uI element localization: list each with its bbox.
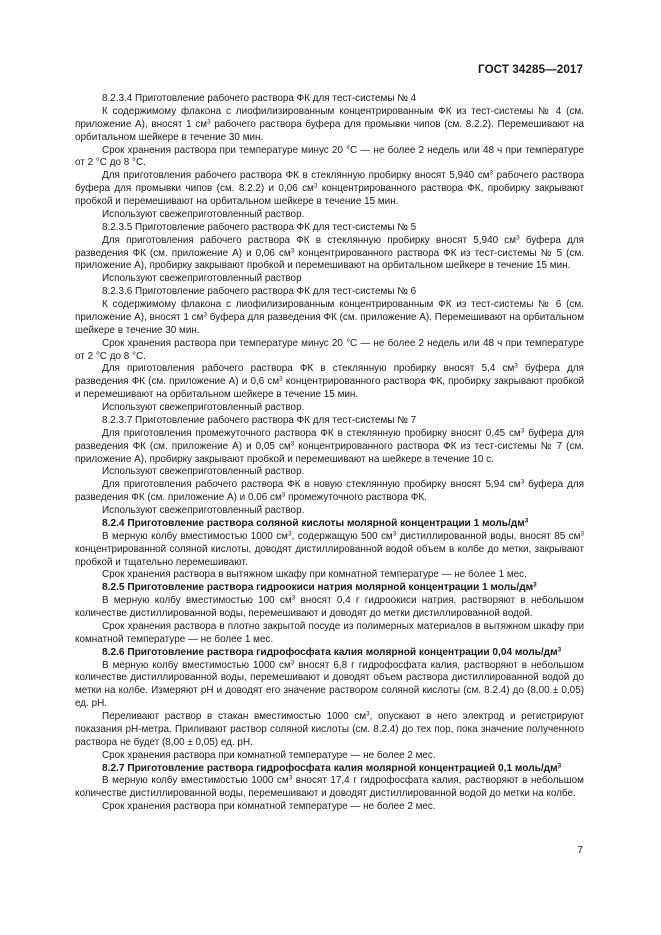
text-run: Срок хранения раствора при комнатной температуре — не более 2 мес. [102, 749, 436, 761]
superscript: 3 [203, 311, 208, 319]
text-run: Срок хранения раствора при комнатной температуре — не более 2 мес. [102, 801, 436, 813]
paragraph [75, 569, 584, 582]
text-run: концентрированного раствора ФК из тест-системы № 5 (см. приложение А), пробирку закрывают пробкой и перемешивают на орбитальном шейкере в течение 15 мин. [75, 247, 585, 272]
superscript: 3 [207, 118, 211, 126]
text-run: Срок хранения раствора в плотно закрытой посуде из полимерных материалов в вытяжном шкафу при комнатной температуре — не более 1 мес. [75, 620, 584, 645]
superscript: 3 [290, 659, 295, 667]
paragraph [75, 711, 584, 750]
superscript: 3 [290, 440, 295, 448]
text-run: Переливают раствор в стакан вместимостью 1000 см [102, 711, 367, 722]
section-heading [75, 763, 584, 776]
paragraph [75, 286, 584, 299]
superscript: 3 [281, 491, 286, 499]
superscript: 3 [290, 247, 295, 255]
paragraph [75, 595, 584, 621]
superscript: 3 [279, 375, 283, 383]
superscript: 3 [520, 478, 525, 486]
superscript: 3 [366, 710, 370, 718]
text-run: буфера для разведения ФК (см. приложение А) и 0,06 см [75, 234, 584, 259]
text-run: 8.2.4 Приготовление раствора соляной кислоты молярной концентрации 1 моль/дм [102, 517, 525, 529]
section-heading [75, 582, 584, 595]
paragraph [75, 235, 584, 274]
superscript: 3 [392, 530, 397, 538]
superscript: 3 [313, 182, 318, 190]
text-run: 8.2.3.7 Приготовление рабочего раствора ФК для тест-системы № 7 [102, 414, 417, 426]
paragraph [75, 801, 584, 814]
text-run: 8.2.3.6 Приготовление рабочего раствора ФК для тест-системы № 6 [102, 286, 417, 298]
superscript: 3 [489, 169, 494, 177]
superscript: 3 [524, 517, 529, 525]
superscript: 3 [291, 594, 296, 602]
paragraph [75, 428, 584, 467]
paragraph [75, 621, 584, 647]
superscript: 3 [514, 362, 518, 370]
text-run: концентрированной соляной кислоты, доводят дистиллированной водой объем в колбе до метки, закрывают пробкой и тщательно перемешивают. [75, 543, 584, 568]
superscript: 3 [520, 427, 525, 435]
superscript: 3 [557, 646, 562, 654]
paragraph [75, 299, 584, 338]
section-heading [75, 647, 584, 660]
text-run: Для приготовления рабочего раствора ФК в стеклянную пробирку вносят 5,940 см [102, 234, 517, 246]
paragraph [75, 531, 584, 570]
text-run: К содержимому флакона с лиофилизированным концентрированным ФК из тест-системы № 6 (см. приложение А), вносят 1 см [75, 299, 584, 323]
superscript: 3 [516, 234, 520, 242]
text-run: 8.2.6 Приготовление раствора гидрофосфата калия молярной концентрации 0,04 моль/дм [102, 646, 558, 658]
text-run: Для приготовления рабочего раствора ФК в стеклянную пробирку вносят 5,940 см [102, 170, 490, 182]
paragraph [75, 170, 584, 209]
text-run: буфера для разведения ФК (см. приложение А) и 0,05 см [75, 427, 584, 452]
text-run: В мерную колбу вместимостью 1000 см [102, 775, 289, 787]
paragraph [75, 479, 584, 505]
paragraph [75, 775, 584, 801]
paragraph [75, 93, 584, 106]
text-run: Используют свежеприготовленный раствор. [102, 402, 305, 413]
text-run: концентрированного раствора ФК, пробирку закрывают пробкой и перемешивают на орбитальном шейкере в течение 15 мин. [75, 376, 584, 401]
text-run: вносят 17,4 г гидрофосфата калия, растворяют в небольшом количестве дистиллированной воды, перемешивают и доводят дистиллированной водой до метки на колбе. [75, 775, 584, 800]
text-run: Используют свежеприготовленный раствор. [102, 505, 305, 516]
text-run: К содержимому флакона с лиофилизированным концентрированным ФК из тест-системы № 4 (см. приложение А), вносят 1 см [75, 105, 584, 130]
text-run: буфера для разведения ФК (см. приложение А) и 0,06 см [75, 479, 585, 504]
page-number: 7 [577, 845, 583, 856]
text-run: Срок хранения раствора при температуре минус 20 °С — не более 2 недель или 48 ч при температуре от 2 °С до 8 °С. [75, 337, 584, 362]
paragraph [75, 505, 584, 518]
superscript: 3 [557, 762, 562, 770]
superscript: 3 [580, 530, 584, 538]
paragraph [75, 415, 584, 428]
text-run: 8.2.3.4 Приготовление рабочего раствора ФК для тест-системы № 4 [102, 93, 417, 104]
text-run: вносят 6,8 г гидрофосфата калия, растворяют в небольшом количестве дистиллированной воды, перемешивают и доводят объем раствора дистиллированной водой до метки на колбе. Измеряют рН и доводят его значение раствором соляной кислоты (см. 8.2.4) до (8,00 ± 0,05) ед. рН. [75, 659, 584, 710]
section-heading [75, 518, 584, 531]
page-header-standard-code: ГОСТ 34285—2017 [478, 63, 583, 76]
page-body [75, 93, 584, 814]
paragraph [75, 222, 584, 235]
text-run: концентрированного раствора ФК, пробирку закрывают пробкой и перемешивают на орбитальном шейкере в течение 15 мин. [75, 183, 584, 207]
text-run: , опускают в него электрод и регистрируют показания рН-метра. Приливают раствор соляной кислоты (см. 8.2.4) до тех пор, пока значение полученного раствора не будет (8,00 ± 0,05) ед. рН. [75, 711, 584, 748]
paragraph [75, 273, 584, 286]
text-run: буфера для разведения ФК (см. приложение А). Перемешивают на орбитальном шейкере в течение 30 мин. [75, 311, 584, 336]
text-run: В мерную колбу вместимостью 100 см [102, 595, 292, 607]
text-run: В мерную колбу вместимостью 1000 см [102, 530, 288, 542]
text-run: Используют свежеприготовленный раствор. [102, 208, 305, 220]
text-run: вносят 0,4 г гидроокиси натрия, растворяют в небольшом количестве дистиллированной воды, перемешивают и доводят до метки дистиллированной водой. [75, 595, 584, 619]
text-run: концентрированного раствора ФК из тест-системы № 7 (см. приложение А), пробирку закрывают пробкой и перемешивают на шейкере в течение 10 с. [75, 440, 585, 465]
text-run: , содержащую 500 см [291, 530, 393, 542]
text-run: рабочего раствора буфера для промывки чипов (см. 8.2.2) и 0,06 см [75, 170, 584, 195]
paragraph [75, 145, 584, 171]
text-run: дистиллированной воды, вносят 85 см [396, 530, 581, 542]
paragraph [75, 402, 584, 415]
text-run: Срок хранения раствора при температуре минус 20 °С — не более 2 недель или 48 ч при температуре от 2 °С до 8 °С. [75, 144, 584, 169]
paragraph [75, 750, 584, 763]
text-run: Для приготовления промежуточного раствора ФК в стеклянную пробирку вносят 0,45 см [102, 427, 521, 439]
paragraph [75, 338, 584, 364]
paragraph [75, 106, 584, 145]
text-run: буфера для разведения ФК (см. приложение А) и 0,6 см [75, 363, 584, 388]
text-run: Для приготовления рабочего раствора ФК в новую стеклянную пробирку вносят 5,94 см [102, 479, 521, 491]
superscript: 3 [533, 581, 537, 589]
text-run: Используют свежеприготовленный раствор [102, 273, 302, 285]
text-run: промежуточного раствора ФК. [285, 492, 427, 504]
text-run: В мерную колбу вместимостью 1000 см [102, 659, 291, 671]
text-run: 8.2.7 Приготовление раствора гидрофосфата калия молярной концентрацией 0,1 моль/дм [102, 762, 558, 774]
text-run: рабочего раствора буфера для промывки чипов (см. 8.2.2). Перемешивают на орбитальном шейкере в течение 30 мин. [75, 118, 584, 143]
superscript: 3 [287, 530, 292, 538]
paragraph [75, 660, 584, 712]
text-run: 8.2.5 Приготовление раствора гидроокиси натрия молярной концентрации 1 моль/дм [102, 582, 534, 594]
superscript: 3 [288, 774, 293, 782]
paragraph [75, 466, 584, 479]
text-run: Для приготовления рабочего раствора ФК в стеклянную пробирку вносят 5,4 см [102, 363, 515, 375]
paragraph [75, 209, 584, 222]
text-run: Используют свежеприготовленный раствор. [102, 466, 305, 478]
text-run: 8.2.3.5 Приготовление рабочего раствора ФК для тест-системы № 5 [102, 221, 417, 233]
paragraph [75, 363, 584, 402]
text-run: Срок хранения раствора в вытяжном шкафу при комнатной температуре — не более 1 мес. [102, 569, 527, 581]
